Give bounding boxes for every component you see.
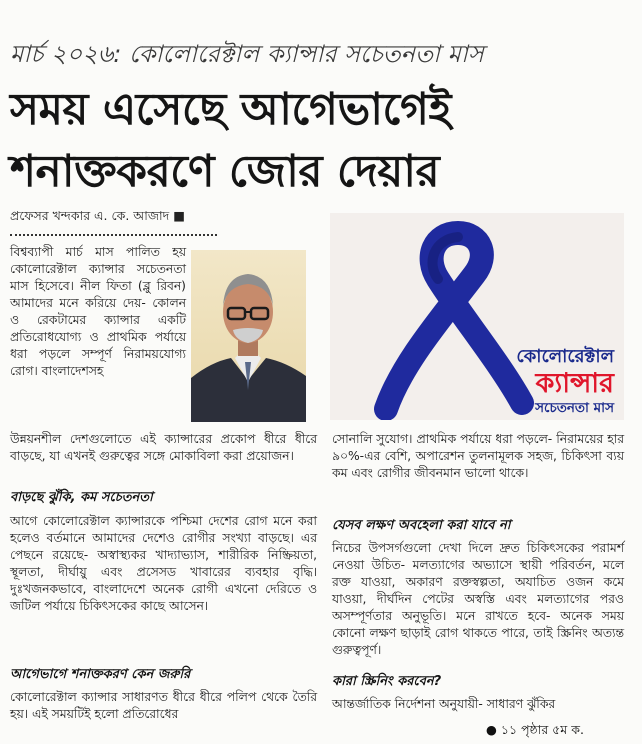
author-portrait — [191, 250, 306, 422]
screening-block — [332, 696, 624, 713]
risk-text: আগে কোলোরেক্টাল ক্যান্সারকে পশ্চিমা দেশের রোগ মনে করা হলেও বর্তমানে আমাদের দেশেও রোগীর সংখ্যা বাড়ছে। এর পেছনে রয়েছে- অস্বাস্থ্যকর খাদ্যাভ্যাস, শারীরিক নিষ্ক্রিয়তা, স্থূলতা, দীর্ঘায়ু এবং প্রসেসড খাবারের ব্যবহার বৃদ্ধি। দুঃখজনকভাবে, বাংলাদেশে অনেক রোগী এখনো দেরিতে ও জটিল পর্যায়ে চিকিৎসকের কাছে আসেন। — [10, 514, 317, 613]
byline: প্রফেসর খন্দকার এ. কে. আজাদ ■ — [10, 208, 186, 223]
kicker: মার্চ ২০২৬: কোলোরেক্টাল ক্যান্সার সচেতনতা মাস — [10, 40, 484, 68]
symptoms-block — [332, 540, 624, 659]
headline-line-1: সময় এসেছে আগেভাগেই — [10, 84, 451, 135]
badge-awareness-month: সচেতনতা মাস — [535, 400, 614, 416]
early-detection-heading: আগেভাগে শনাক্তকরণ কেন জরুরি — [10, 667, 191, 682]
intro-continuation-block — [10, 431, 317, 465]
badge-colorectal: কোলোরেক্টাল — [516, 346, 614, 367]
screening-text: আন্তর্জাতিক নির্দেশনা অনুযায়ী- সাধারণ ঝুঁকির — [332, 697, 556, 711]
headline-line-2: শনাক্তকরণে জোর দেয়ার — [10, 146, 440, 197]
right-intro-text: সোনালি সুযোগ। প্রাথমিক পর্যায়ে ধরা পড়লে- নিরাময়ের হার ৯০%-এর বেশি, অপারেশন তুলনামূলক সহজ, চিকিৎসা ব্যয় কম এবং রোগীর জীবনমান ভালো থাকে। — [332, 432, 624, 480]
symptoms-heading: যেসব লক্ষণ অবহেলা করা যাবে না — [332, 518, 511, 533]
risk-block — [10, 513, 317, 615]
symptoms-text: নিচের উপসর্গগুলো দেখা দিলে দ্রুত চিকিৎসকের পরামর্শ নেওয়া উচিত- মলত্যাগের অভ্যাসে স্থায়ী পরিবর্তন, মলে রক্ত যাওয়া, অকারণ রক্তস্বল্পতা, অযাচিত ওজন কমে যাওয়া, দীর্ঘদিন পেটের অস্বস্তি এবং মলত্যাগের পরও অসম্পূর্ণতার অনুভূতি। মনে রাখতে হবে- অনেক সময় কোনো লক্ষণ ছাড়াই রোগ থাকতে পারে, তাই স্ক্রিনিং অত্যন্ত গুরুত্বপূর্ণ। — [332, 541, 624, 657]
badge-cancer: ক্যান্সার — [535, 368, 614, 399]
early-block — [10, 689, 317, 723]
intro-continuation: উন্নয়নশীল দেশগুলোতে এই ক্যান্সারের প্রকোপ ধীরে ধীরে বাড়ছে, যা এখনই গুরুত্বের সঙ্গে মোকাবিলা করা প্রয়োজন। — [10, 432, 317, 463]
byline-divider — [10, 234, 217, 236]
intro-text: বিশ্বব্যাপী মার্চ মাস পালিত হয় কোলোরেক্টাল ক্যান্সার সচেতনতা মাস হিসেবে। নীল ফিতা (ব্লু রিবন) আমাদের মনে করিয়ে দেয়- কোলন ও রেকটামের ক্যান্সার একটি প্রতিরোধযোগ্য ও প্রাথমিক পর্যায়ে ধরা পড়লে সম্পূর্ণ নিরাময়যোগ্য রোগ। বাংলাদেশসহ — [10, 245, 186, 378]
screening-heading: কারা স্ক্রিনিং করবেন? — [332, 674, 442, 689]
right-intro-block — [332, 431, 624, 482]
author-photo — [191, 250, 306, 422]
intro-column — [10, 244, 186, 380]
risk-heading: বাড়ছে ঝুঁকি, কম সচেতনতা — [10, 490, 153, 505]
continued-on-page: ● ১১ পৃষ্ঠার ৫ম ক. — [486, 722, 584, 737]
early-text: কোলোরেক্টাল ক্যান্সার সাধারণত ধীরে ধীরে পলিপ থেকে তৈরি হয়। এই সময়টিই হলো প্রতিরোধের — [10, 690, 317, 721]
awareness-ribbon-graphic — [330, 213, 624, 420]
